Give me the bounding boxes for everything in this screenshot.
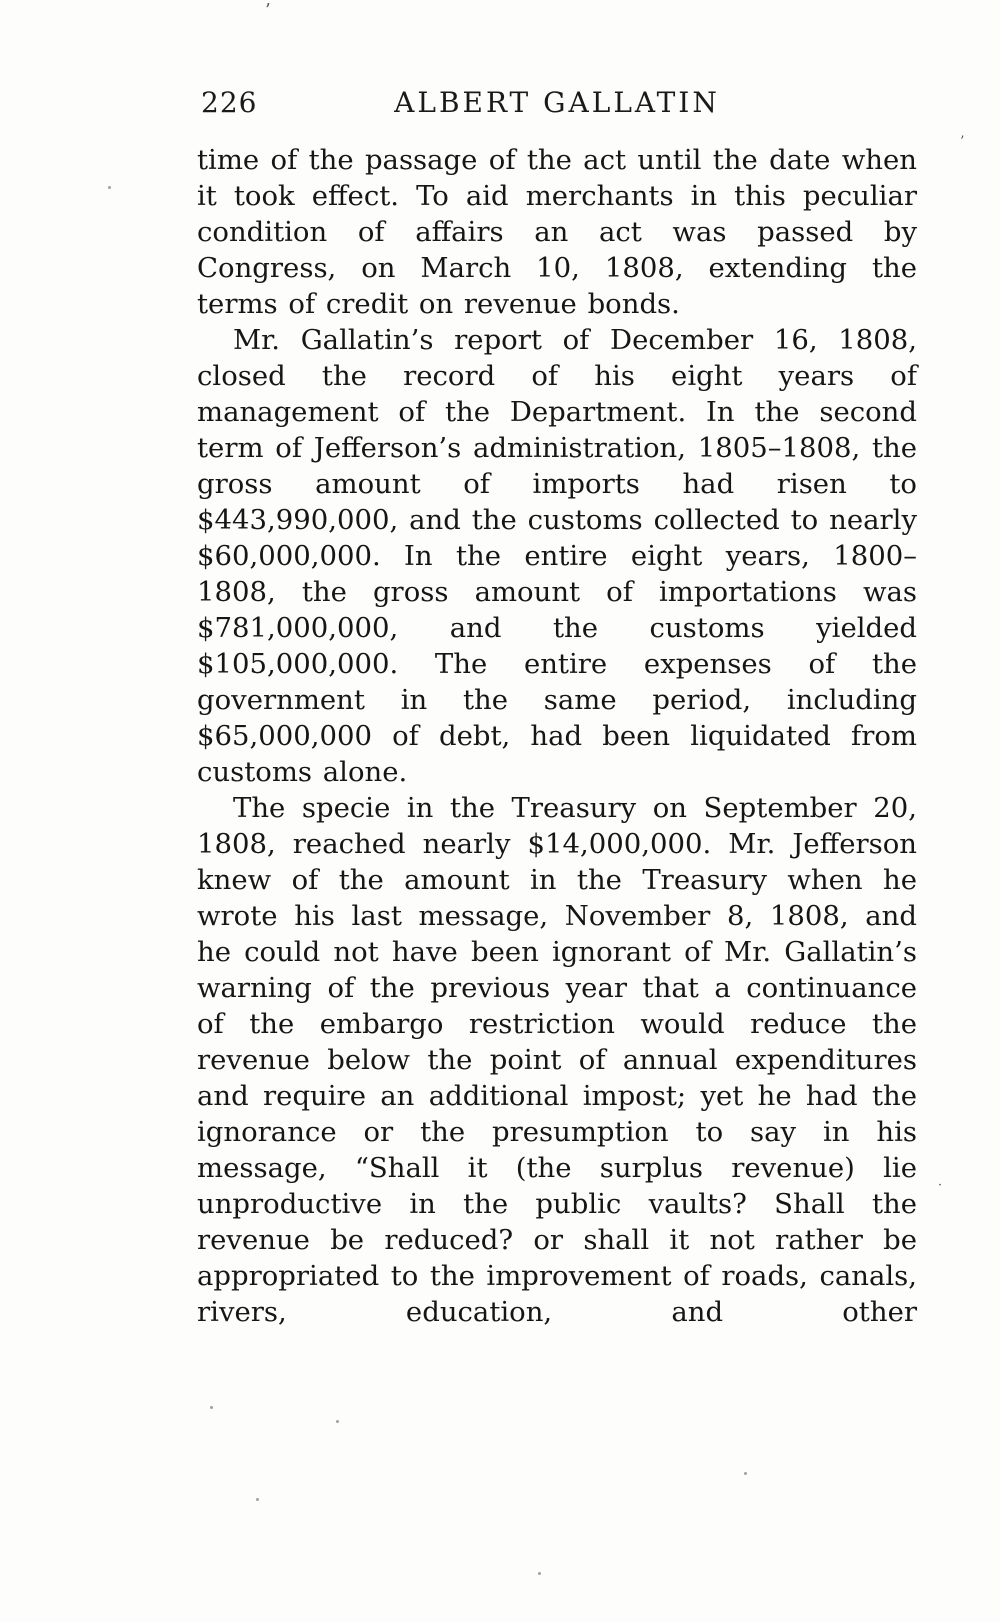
- running-head: [197, 86, 917, 124]
- scan-artifact: [108, 186, 111, 189]
- body-text: [197, 142, 917, 1330]
- scan-artifact: ·: [938, 1178, 943, 1193]
- paragraph: The specie in the Treasury on September 20, 1808, reached nearly $14,000,000. Mr. Jefferson knew of the amount in the Treasury when he wrote his last message, November 8, 1808, and he could not have been ignorant of Mr. Gallatin’s warning of the previous year that a continuance of the embargo restriction would reduce the revenue below the point of annual expenditures and require an additional impost; yet he had the ignorance or the presumption to say in his message, “Shall it (the surplus revenue) lie unproductive in the public vaults? Shall the revenue be reduced? or shall it not rather be appropriated to the improvement of roads, canals, rivers, education, and other: [197, 792, 917, 1328]
- paragraph: Mr. Gallatin’s report of December 16, 1808, closed the record of his eight years of management of the Department. In the second term of Jefferson’s administration, 1805–1808, the gross amount of imports had risen to $443,990,000, and the customs collected to nearly $60,000,000. In the entire eight years, 1800–1808, the gross amount of importations was $781,000,000, and the customs yielded $105,000,000. The entire expenses of the government in the same period, including $65,000,000 of debt, had been liquidated from customs alone.: [197, 324, 917, 788]
- scan-artifact: [744, 1472, 747, 1475]
- text-block: [197, 86, 917, 1330]
- running-title: ALBERT GALLATIN: [394, 86, 720, 119]
- scan-artifact: [538, 1572, 541, 1575]
- scan-artifact: [336, 1420, 339, 1423]
- scan-artifact: ’: [960, 134, 965, 150]
- page-number: 226: [201, 86, 258, 119]
- scan-artifact: ’: [265, 0, 271, 21]
- scan-artifact: [210, 1406, 213, 1409]
- scan-artifact: [256, 1498, 259, 1501]
- paragraph: time of the passage of the act until the date when it took effect. To aid merchants in this peculiar condition of affairs an act was passed by Congress, on March 10, 1808, extending the terms of credit on revenue bonds.: [197, 144, 917, 320]
